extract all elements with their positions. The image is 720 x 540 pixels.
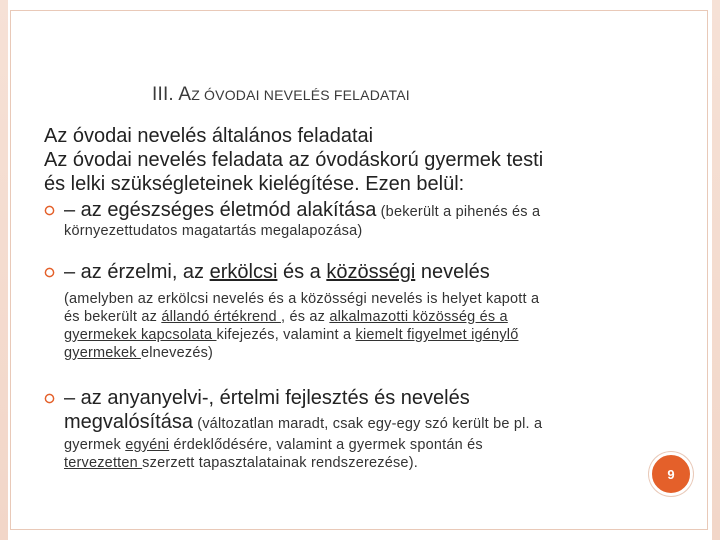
bullet-2-main-c: nevelés — [415, 261, 490, 283]
bullet-1-note: (bekerült a pihenés és a — [376, 204, 541, 220]
note-underlined: állandó értékrend — [161, 309, 281, 325]
note-underlined: alkalmazotti közösség és a — [329, 309, 508, 325]
bullet-2-main-erkolcsi: erkölcsi — [209, 261, 278, 283]
bullet-3-note-cont — [44, 436, 624, 472]
note-text: elnevezés) — [140, 345, 214, 361]
bullet-item-2 — [44, 260, 624, 284]
hollow-circle-bullet-icon — [44, 205, 55, 216]
slide-title — [152, 84, 410, 106]
note-text: kifejezés, valamint a — [216, 327, 356, 343]
hollow-circle-bullet-icon — [44, 267, 55, 278]
note-underlined: egyéni — [125, 437, 170, 453]
bullet-2-main-a: – az érzelmi, az — [64, 261, 210, 283]
bullet-item-1 — [44, 198, 624, 222]
bullet-2-note-line-4 — [64, 344, 624, 362]
note-text: szerzett tapasztalatainak rendszerezése). — [142, 455, 418, 471]
note-underlined: gyermekek — [64, 345, 141, 361]
bullet-1-note-cont: környezettudatos magatartás megalapozása) — [64, 223, 363, 239]
bullet-2-note-line-1: (amelyben az erkölcsi nevelés és a közösségi nevelés is helyet kapott a — [64, 291, 540, 307]
note-text: érdeklődésére, valamint a gyermek spontán és — [169, 437, 483, 453]
bullet-2-note — [44, 290, 624, 362]
note-text: gyermek — [64, 437, 126, 453]
slide-body — [44, 124, 624, 472]
bullet-3-note-line-2 — [64, 454, 624, 472]
intro-line-2: és lelki szükségleteinek kielégítése. Ezen belül: — [44, 173, 465, 195]
page-number-badge: 9 — [649, 452, 693, 496]
right-decorative-edge — [712, 0, 720, 540]
note-text: és bekerült az — [64, 309, 162, 325]
intro-line-1: Az óvodai nevelés feladata az óvodáskorú gyermek testi — [44, 149, 544, 171]
bullet-1-main: – az egészséges életmód alakítása — [64, 199, 377, 221]
bullet-3-main-line-2: megvalósítása — [64, 411, 193, 433]
section-heading: Az óvodai nevelés általános feladatai — [44, 125, 374, 147]
bullet-2-main-b: és a — [277, 261, 327, 283]
bullet-2-note-line-2 — [64, 308, 624, 326]
note-underlined: tervezetten — [64, 455, 143, 471]
slide-title-rest: Z ÓVODAI NEVELÉS FELADATAI — [191, 87, 410, 103]
left-decorative-edge — [0, 0, 8, 540]
bullet-item-3 — [44, 386, 624, 434]
slide-title-roman: III. A — [152, 84, 192, 105]
note-underlined: gyermekek kapcsolata — [64, 327, 217, 343]
note-underlined: kiemelt figyelmet igénylő — [355, 327, 519, 343]
bullet-2-main-kozossegi: közösségi — [326, 261, 416, 283]
hollow-circle-bullet-icon — [44, 393, 55, 404]
bullet-3-note-line-1 — [64, 436, 624, 454]
bullet-2-note-line-3 — [64, 326, 624, 344]
note-text: , és az — [281, 309, 330, 325]
bullet-3-note: (változatlan maradt, csak egy-egy szó került be pl. a — [192, 416, 543, 432]
bullet-3-main-line-1: – az anyanyelvi-, értelmi fejlesztés és nevelés — [64, 387, 470, 409]
